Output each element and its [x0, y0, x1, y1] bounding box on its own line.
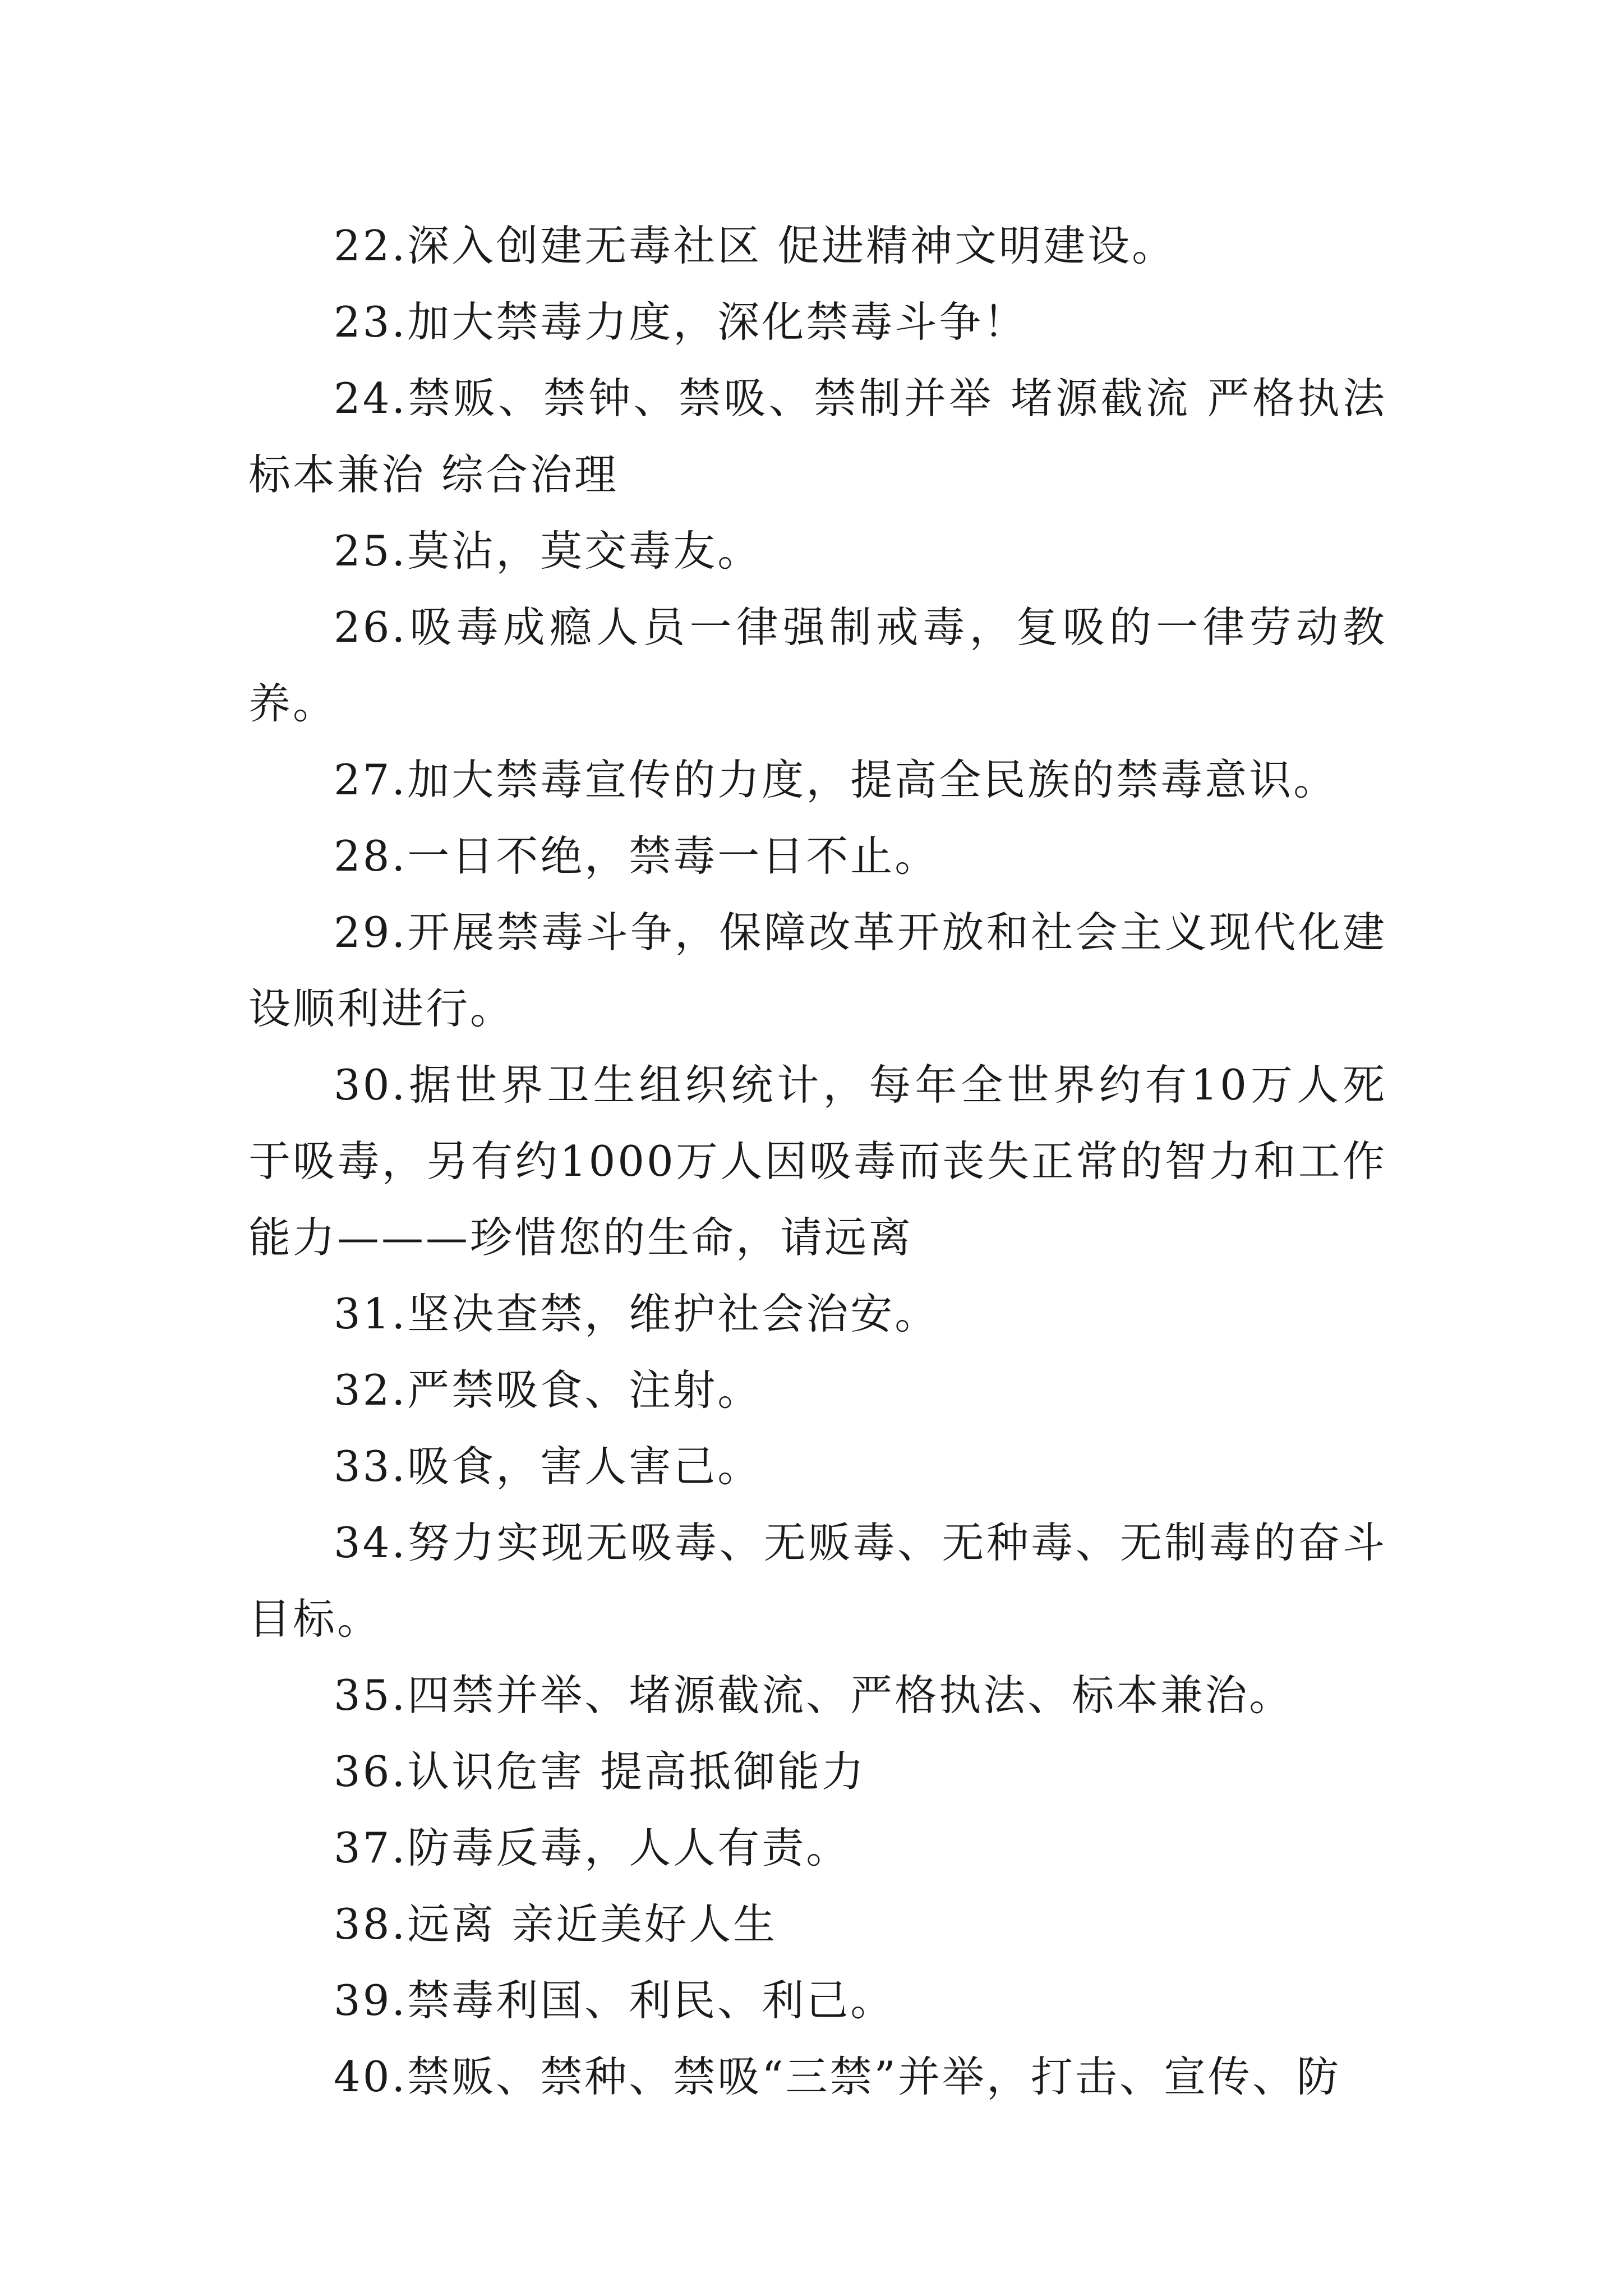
- paragraph-40: 40.禁贩、禁种、禁吸“三禁”并举，打击、宣传、防: [334, 2052, 1341, 2101]
- paragraph-36: 36.认识危害 提高抵御能力: [334, 1747, 866, 1796]
- paragraph-37: 37.防毒反毒，人人有责。: [334, 1823, 851, 1872]
- paragraph-38: 38.远离 亲近美好人生: [334, 1899, 778, 1949]
- paragraph-34: 34.努力实现无吸毒、无贩毒、无种毒、无制毒的奋斗目标。: [248, 1518, 1387, 1644]
- paragraph-25: 25.莫沾，莫交毒友。: [334, 526, 762, 576]
- paragraph-27: 27.加大禁毒宣传的力度，提高全民族的禁毒意识。: [334, 755, 1338, 804]
- paragraph-22: 22.深入创建无毒社区 促进精神文明建设。: [334, 221, 1177, 270]
- paragraph-39: 39.禁毒利国、利民、利己。: [334, 1976, 895, 2025]
- paragraph-30: 30.据世界卫生组织统计，每年全世界约有10万人死于吸毒，另有约1000万人因吸毒而丧失正常的智力和工作能力———珍惜您的生命，请远离: [248, 1060, 1387, 1262]
- paragraph-26: 26.吸毒成瘾人员一律强制戒毒，复吸的一律劳动教养。: [248, 602, 1387, 728]
- paragraph-33: 33.吸食，害人害己。: [334, 1442, 762, 1491]
- paragraph-31: 31.坚决查禁，维护社会治安。: [334, 1289, 939, 1338]
- paragraph-32: 32.严禁吸食、注射。: [334, 1365, 762, 1415]
- document-body: [248, 208, 1387, 2115]
- paragraph-23: 23.加大禁毒力度，深化禁毒斗争！: [334, 297, 1028, 347]
- paragraph-35: 35.四禁并举、堵源截流、严格执法、标本兼治。: [334, 1671, 1294, 1720]
- paragraph-24: 24.禁贩、禁钟、禁吸、禁制并举 堵源截流 严格执法 标本兼治 综合治理: [248, 374, 1387, 499]
- paragraph-29: 29.开展禁毒斗争，保障改革开放和社会主义现代化建设顺利进行。: [248, 908, 1387, 1033]
- paragraph-28: 28.一日不绝，禁毒一日不止。: [334, 831, 939, 881]
